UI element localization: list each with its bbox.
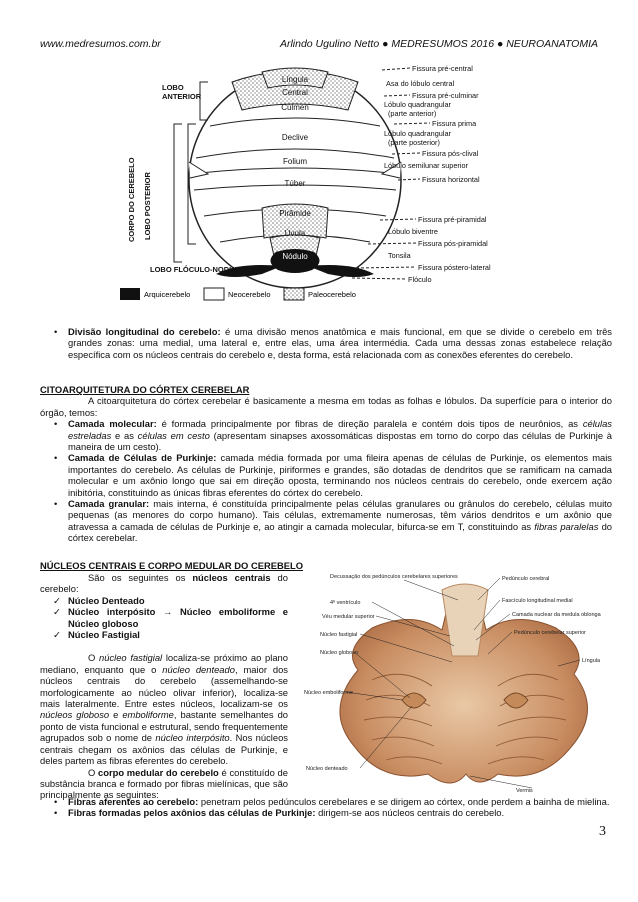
label-r3: Lóbulo quadrangular [384,100,451,109]
label-r1: Asa do lóbulo central [386,79,455,88]
bullet-divisao: • Divisão longitudinal do cerebelo: é uma divisão menos anatômica e mais funcional, em que se divide o cerebelo em três grandes zonas: uma medial, uma lateral e, entre elas, uma área intermédia. Cada uma dessas zonas estabelece relação específica com os núcleos centrais do cerebelo e, desta forma, está relacionada com as conexões eferentes do cerebelo. [40,326,612,360]
label-lobo-floculo: LOBO FLÓCULO-NODULAR [150,265,250,274]
fig2-label-2: 4º ventrículo [330,600,361,606]
legend-neo: Neocerebelo [228,290,271,299]
label-r12: Lóbulo biventre [388,227,438,236]
fig2-label-4: Véu medular superior [322,614,375,620]
label-lobo-anterior-1: LOBO [162,83,184,92]
fig2-label-9: Língula [582,658,601,664]
fig2-label-10: Núcleo emboliforme [304,690,353,696]
label-r15: Fissura póstero-lateral [418,263,491,272]
label-r6: Lóbulo quadrangular [384,129,451,138]
label-corpo-cerebelo: CORPO DO CEREBELO [127,157,136,242]
label-central: Central [282,88,308,97]
citoarq-intro: A citoarquitetura do córtex cerebelar é basicamente a mesma em todas as folhas e lóbulos. Da superfície para o interior do órgão, temos: [40,395,612,418]
label-r5: Fissura prima [432,119,477,128]
section-nucleos-left [40,572,288,801]
cerebellum-section-image [302,570,622,796]
label-lingula: Língula [281,75,309,84]
nucleo-denteado: ✓ Núcleo Denteado [40,595,288,606]
nucleo-interposito: ✓ Núcleo interpósito → Núcleo emboliforme e Núcleo globoso [40,606,288,629]
fig2-label-5: Camada nuclear da medula oblonga [512,612,601,618]
label-r14: Tonsila [388,251,411,260]
page-number: 3 [599,824,606,839]
label-culmen: Cúlmen [281,103,309,112]
label-r0: Fissura pré-central [412,64,473,73]
cerebellum-diagram [112,62,530,308]
fig2-label-7: Pedúnculo cerebelar superior [514,630,586,636]
section-citoarquitetura [40,384,612,544]
section-title-nucleos: NÚCLEOS CENTRAIS E CORPO MEDULAR DO CEREBELO [40,560,304,571]
citoarq-item-purkinje: • Camada de Células de Purkinje: camada média formada por uma fileira apenas de células de Purkinje, os elementos mais importantes do cerebelo. As células de Purkinje, piriformes e grandes, são dotadas de dendritos que se ramificam na camada molecular e um axônio longo que sai em direção oposta, terminando nos núcleos centrais do cerebelo, onde exercem ação inibitória, constituindo as únicas fibras eferentes do córtex do cerebelo. [40,452,612,498]
fig2-label-0: Decussação dos pedúnculos cerebelares superiores [330,574,458,580]
label-tuber: Túber [284,179,306,188]
fig2-label-12: Vermis [516,788,533,794]
corpo-medular-list [40,796,612,819]
fig2-label-3: Fascículo longitudinal medial [502,598,573,604]
nucleos-paragrafo: O núcleo fastigial localiza-se próximo ao plano mediano, enquanto que o núcleo denteado, maior dos núcleos centrais do cerebelo (assemelhando-se morfologicamente ao núcleo olivar inferior), localiza-se mais lateralmente. Entre estes núcleos, localizam-se os núcleos globoso e emboliforme, bastante semelhantes do ponto de vista funcional e estrutural, sendo frequentemente agrupados sob o nome de núcleo interpósito. Nos núcleos centrais chegam os axônios das células de Purkinje, e deles partem as fibras eferentes do cerebelo. [40,652,288,767]
label-folium: Folium [282,157,308,166]
label-uvula: Úvula [284,229,306,238]
fibras-purkinje: • Fibras formadas pelos axônios das células de Purkinje: dirigem-se aos núcleos centrais do cerebelo. [40,807,612,818]
label-r9: Lóbulo semilunar superior [384,161,468,170]
fig2-label-6: Núcleo fastigial [320,632,358,638]
fibras-aferentes: • Fibras aferentes ao cerebelo: penetram pelos pedúnculos cerebelares e se dirigem ao córtex, onde perdem a bainha de mielina. [40,796,612,807]
fig2-label-11: Núcleo denteado [306,766,348,772]
label-r13: Fissura pós-piramidal [418,239,488,248]
label-r11: Fissura pré-piramidal [418,215,487,224]
citoarq-item-molecular: • Camada molecular: é formada principalmente por fibras de direção paralela e contém dois tipos de neurônios, as células estreladas e as células em cesto (apresentam sinapses axossomáticas dispostas em torno do corpo das células de Purkinje à maneira de um cesto). [40,418,612,452]
section-title-citoarquitetura: CITOARQUITETURA DO CÓRTEX CEREBELAR [40,384,250,395]
label-lobo-posterior: LOBO POSTERIOR [143,172,152,240]
header-author: Arlindo Ugulino Netto ● MEDRESUMOS 2016 ● NEUROANATOMIA [279,38,598,50]
nucleos-intro: São os seguintes os núcleos centrais do cerebelo: [40,572,288,595]
label-declive: Declive [281,133,309,142]
label-nodulo: Nódulo [282,252,308,261]
corpo-medular-paragrafo: O corpo medular do cerebelo é constituído de substância branca e formado por fibras mielínicas, que são principalmente as seguintes: [40,766,288,801]
nucleo-fastigial: ✓ Núcleo Fastigial [40,629,288,640]
fig2-label-1: Pedúnculo cerebral [502,576,550,582]
fig2-label-8: Núcleo globoso [320,650,358,656]
legend-arqui: Arquicerebelo [144,290,191,299]
header-site: www.medresumos.com.br [40,38,161,50]
label-lobo-anterior: ANTERIOR [162,92,202,101]
label-r2: Fissura pré-culminar [412,91,479,100]
citoarq-item-granular: • Camada granular: mais interna, é constituída principalmente pelas células granulares ou grânulos do cerebelo, células muito pequenas (as menores do corpo humano). Tais células, extremamente numerosas, têm vários dendritos e um axônio que atravessa a camada de células de Purkinje e, ao atingir a camada molecular, bifurca-se em T, constituindo as fibras paralelas do córtex cerebelar. [40,498,612,544]
label-r8: Fissura pós-clival [422,149,479,158]
label-r4: (parte anterior) [388,109,437,118]
legend-paleo: Paleocerebelo [308,290,356,299]
label-r10: Fissura horizontal [422,175,480,184]
label-piramide: Pirâmide [279,209,311,218]
label-r7: (parte posterior) [388,138,440,147]
label-r16: Flóculo [408,275,432,284]
